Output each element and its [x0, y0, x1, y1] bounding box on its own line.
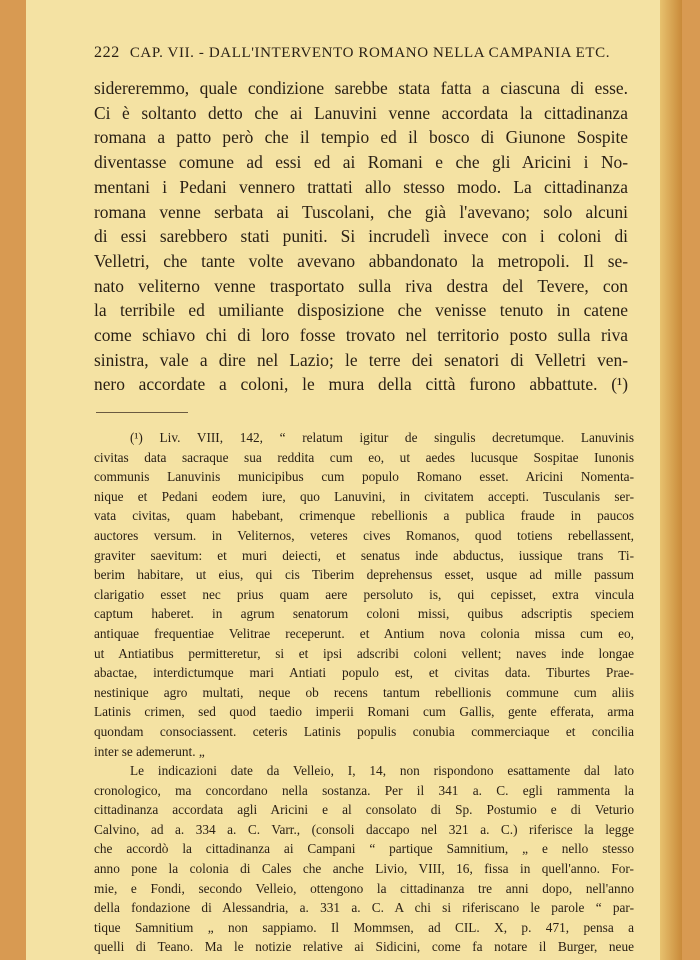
running-header — [94, 44, 610, 62]
footnote-line: civitas data sacraque sua reddita cum eo, ut aedes lucusque Sospitae Iunonis — [94, 449, 634, 465]
footnote-line: nique et Pedani eodem iure, quo Lanuvini, in civitatem accepti. Tusculanis ser- — [94, 488, 634, 504]
body-line: romana venne serbata ai Tuscolani, che già l'avevano; solo alcuni — [94, 201, 628, 222]
footnote-line: quelli di Teano. Ma le notizie relative ai Sidicini, come fa notare il Burger, neue — [94, 939, 634, 955]
footnote-line: inter se ademerunt. „ — [94, 743, 205, 759]
main-text — [94, 76, 628, 397]
footnote-line: quondam consociassent. ceteris Latinis populis conubia commerciaque et concilia — [94, 723, 634, 739]
footnote-line: auctores versum. in Veliternos, veteres cives Romanos, quod totiens rebellassent, — [94, 527, 634, 543]
footnote-line: che accordò la cittadinanza ai Campani “ partique Samnitium, „ e nello stesso — [94, 841, 634, 857]
footnote-line: graviter saevitum: et muri deiecti, et senatus inde abductus, iussique trans Ti- — [94, 547, 634, 563]
body-line: di essi sarebbero stati puniti. Si incrudelì invece con i coloni di — [94, 226, 628, 247]
body-line: diventasse comune ad essi ed ai Romani e che gli Aricini i No- — [94, 152, 628, 173]
body-line: la terribile ed umiliante disposizione che venisse tenuto in catene — [94, 300, 628, 321]
footnote-line: cittadinanza accordata agli Aricini e al consolato di Sp. Postumio e di Veturio — [94, 802, 634, 818]
footnote-separator — [96, 412, 188, 413]
body-line: romana a patto però che il tempio ed il bosco di Giunone Sospite — [94, 127, 628, 148]
footnote-line: berim habitare, ut eius, qui cis Tiberim deprehensus esset, usque ad mille passum — [94, 567, 634, 583]
footnote-line: Le indicazioni date da Velleio, I, 14, non rispondono esattamente dal lato — [130, 763, 634, 779]
footnote-line: (¹) Liv. VIII, 142, “ relatum igitur de singulis decretumque. Lanuvinis — [130, 430, 634, 445]
body-line: nato veliterno venne trasportato sulla riva destra del Tevere, con — [94, 275, 628, 296]
footnote-line: mie, e Fondi, secondo Velleio, ottengono la cittadinanza tre anni dopo, nell'anno — [94, 880, 634, 896]
footnote-line: communis Lanuvinis municipibus cum populo Romano esset. Aricini Nomenta- — [94, 469, 634, 485]
footnote-line: nestinique agro multati, neque ob recens tantum rebellionis commune cum aliis — [94, 684, 634, 700]
body-line: sinistra, vale a dire nel Lazio; le terre dei senatori di Velletri ven- — [94, 349, 628, 370]
footnote-line: cronologico, ma concordano nella sostanza. Per il 341 a. C. egli rammenta la — [94, 782, 634, 798]
running-title: CAP. VII. - DALL'INTERVENTO ROMANO NELLA CAMPANIA ETC. — [129, 45, 611, 61]
footnote-line: anno pone la colonia di Cales che anche Livio, VIII, 16, fissa in quell'anno. For- — [94, 861, 634, 877]
body-line: Velletri, che tante volte avevano abbandonato la metropoli. Il se- — [94, 250, 628, 271]
footnote-line: abactae, interdictumque mari Antiati populo est, et civitas data. Tiburtes Prae- — [94, 665, 634, 681]
footnote-line: ut Antiatibus permitteretur, si et ipsi adscribi coloni vellent; naves inde longae — [94, 645, 634, 661]
footnote-line: clarigatio esset nec prius quam aere persoluto is, qui cepisset, extra vincula — [94, 586, 634, 602]
footnote-line: Calvino, ad a. 334 a. C. Varr., (consoli daccapo nel 321 a. C.) riferisce la legge — [94, 821, 634, 837]
footnote-line: tique Samnitium „ non sappiamo. Il Mommsen, ad CIL. X, p. 471, pensa a — [94, 919, 634, 935]
page-edge — [660, 0, 682, 960]
footnote-line: della fondazione di Alessandria, a. 331 a. C. A chi si riferiscano le parole “ par- — [94, 900, 634, 916]
page-number: 222 — [94, 44, 120, 61]
footnotes — [94, 428, 634, 957]
body-line: mentani i Pedani vennero trattati allo stesso modo. La cittadinanza — [94, 176, 628, 197]
body-line: Ci è soltanto detto che ai Lanuvini venne accordata la cittadinanza — [94, 102, 628, 123]
footnote-line: antiquae frequentiae Velitrae receperunt. et Antium nova colonia missa cum eo, — [94, 625, 634, 641]
body-line: nero accordate a coloni, le mura della città furono abbattute. (¹) — [94, 374, 628, 395]
body-line: come schiavo chi di loro fosse trovato nel territorio posto sulla riva — [94, 325, 628, 346]
footnote-line: vata civitas, quam habebant, crimenque rebellionis a publica fraude in paucos — [94, 508, 634, 524]
footnote-line: Latinis crimen, sed quod taedio imperii Romani cum Gallis, gente efferata, arma — [94, 704, 634, 720]
footnote-line: captum haberet. in agrum senatorum coloni missi, quibus adscriptis speciem — [94, 606, 634, 622]
body-line: sidereremmo, quale condizione sarebbe stata fatta a ciascuna di esse. — [94, 78, 628, 98]
